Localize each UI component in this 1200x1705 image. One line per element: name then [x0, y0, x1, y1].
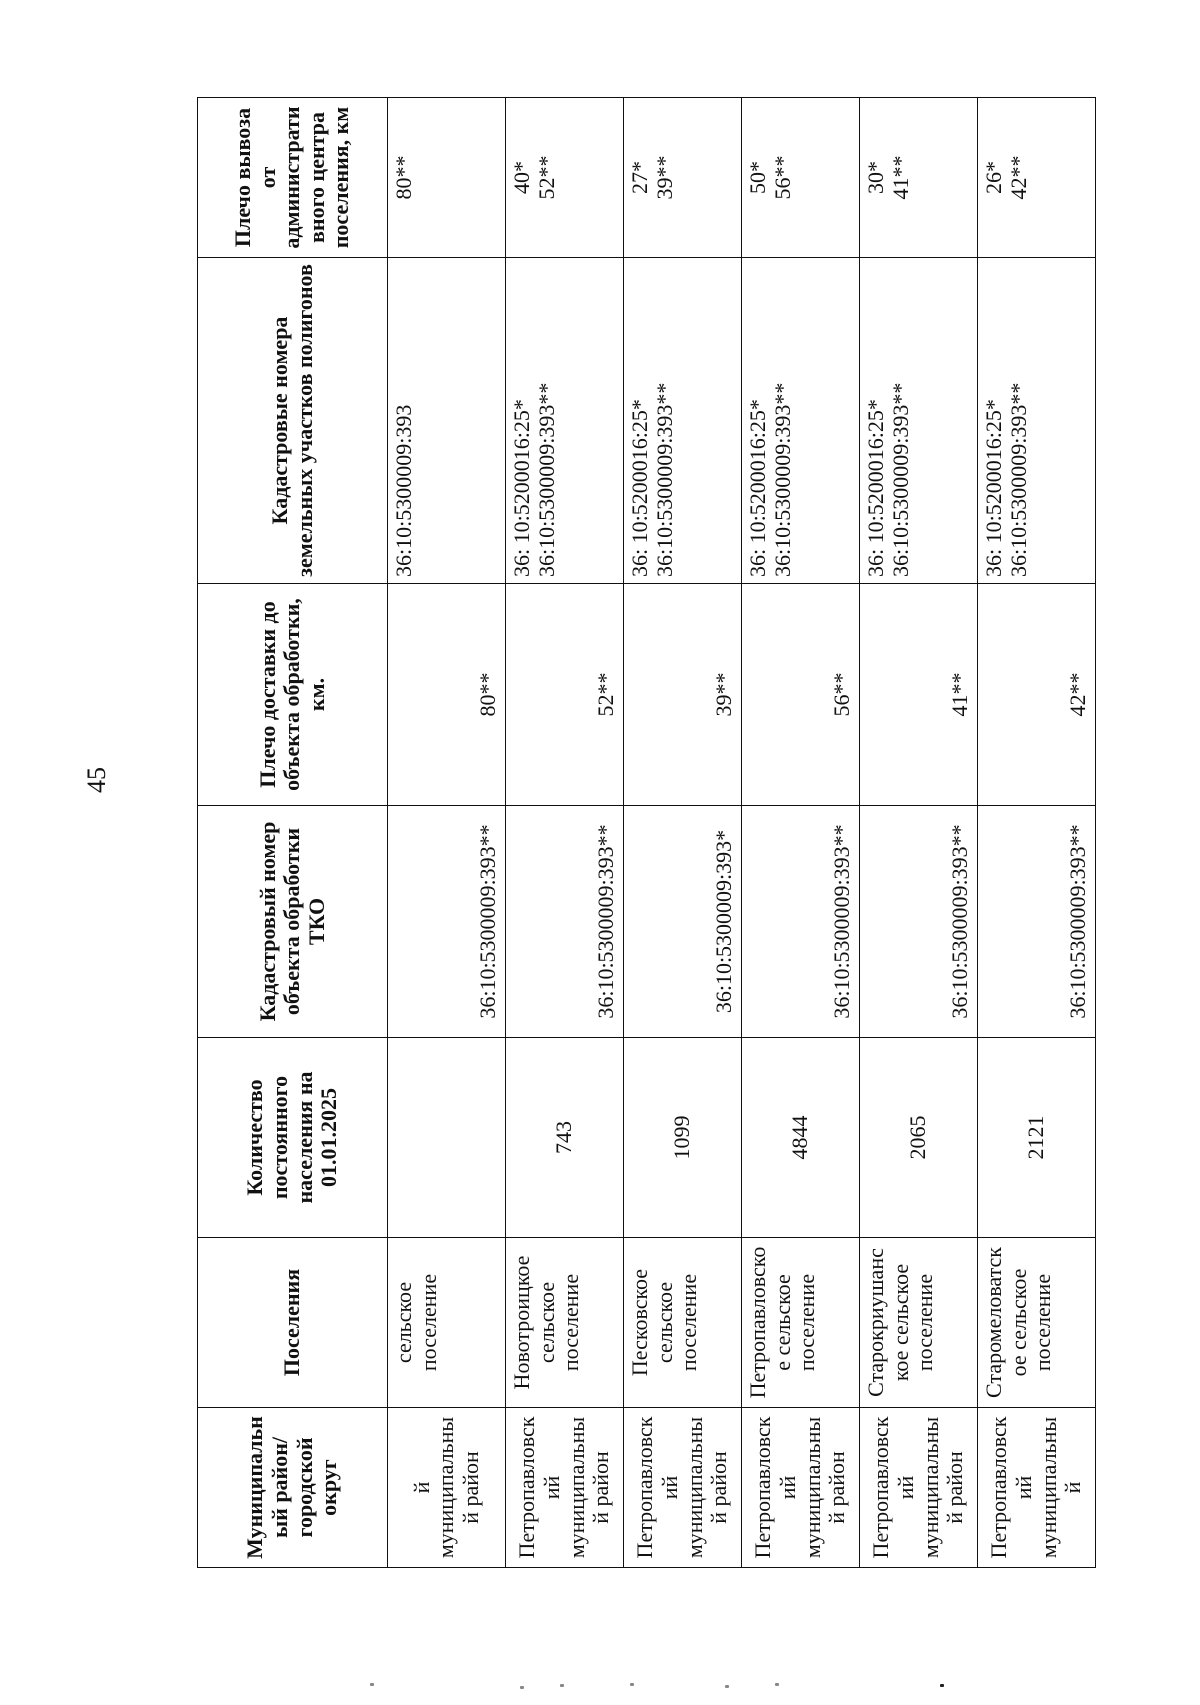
cell-landfill-cadastral: 36: 10:5200016:25* 36:10:5300009:393**: [506, 258, 624, 584]
cell-removal-km: 50* 56**: [742, 98, 860, 258]
header-district: Муниципальный район/ городской округ: [198, 1408, 388, 1568]
cell-population: 2121: [978, 1038, 1096, 1238]
cell-delivery-km: 56**: [742, 584, 860, 806]
scan-speck: [940, 1684, 944, 1687]
header-landfill-cadastral: Кадастровые номера земельных участков полигонов: [198, 258, 388, 584]
cell-removal-km: 30* 41**: [860, 98, 978, 258]
cell-removal-km: 80**: [388, 98, 506, 258]
cell-removal-km: 40* 52**: [506, 98, 624, 258]
cell-landfill-cadastral: 36: 10:5200016:25* 36:10:5300009:393**: [860, 258, 978, 584]
cell-tko-cadastral: 36:10:5300009:393**: [860, 806, 978, 1038]
scan-speck: [725, 1685, 729, 1688]
cell-population: 1099: [624, 1038, 742, 1238]
scan-speck: [370, 1683, 374, 1686]
cell-tko-cadastral: 36:10:5300009:393**: [388, 806, 506, 1038]
cell-district: Петропавловский муниципальный район: [506, 1408, 624, 1568]
cell-district: Петропавловский муниципальный район: [742, 1408, 860, 1568]
cell-settlement: Старомеловатское сельское поселение: [978, 1238, 1096, 1408]
cell-delivery-km: 52**: [506, 584, 624, 806]
cell-population: 743: [506, 1038, 624, 1238]
cell-landfill-cadastral: 36:10:5300009:393: [388, 258, 506, 584]
cell-settlement: Новотроицкое сельское поселение: [506, 1238, 624, 1408]
cell-district: Петропавловский муниципальный район: [860, 1408, 978, 1568]
cell-settlement: Старокриушанское сельское поселение: [860, 1238, 978, 1408]
scan-speck: [560, 1684, 564, 1687]
table-row: [742, 98, 860, 1568]
waste-removal-table: [197, 97, 1096, 1568]
cell-delivery-km: 39**: [624, 584, 742, 806]
table-row: [506, 98, 624, 1568]
table-row: [978, 98, 1096, 1568]
cell-settlement: Песковское сельское поселение: [624, 1238, 742, 1408]
header-settlement: Поселения: [198, 1238, 388, 1408]
table-row: [860, 98, 978, 1568]
cell-tko-cadastral: 36:10:5300009:393**: [742, 806, 860, 1038]
rotated-table-container: [197, 98, 1095, 1568]
cell-delivery-km: 80**: [388, 584, 506, 806]
cell-district: Петропавловский муниципальный: [978, 1408, 1096, 1568]
cell-removal-km: 26* 42**: [978, 98, 1096, 258]
cell-delivery-km: 41**: [860, 584, 978, 806]
table-header-row: [198, 98, 388, 1568]
header-tko-cadastral: Кадастровый номер объекта обработки ТКО: [198, 806, 388, 1038]
cell-landfill-cadastral: 36: 10:5200016:25* 36:10:5300009:393**: [978, 258, 1096, 584]
cell-delivery-km: 42**: [978, 584, 1096, 806]
cell-settlement: сельское поселение: [388, 1238, 506, 1408]
page-number: 45: [82, 767, 111, 793]
cell-tko-cadastral: 36:10:5300009:393**: [506, 806, 624, 1038]
cell-settlement: Петропавловское сельское поселение: [742, 1238, 860, 1408]
cell-population: 2065: [860, 1038, 978, 1238]
table-row: [388, 98, 506, 1568]
cell-tko-cadastral: 36:10:5300009:393*: [624, 806, 742, 1038]
cell-population: [388, 1038, 506, 1238]
scan-speck: [775, 1683, 779, 1686]
cell-landfill-cadastral: 36: 10:5200016:25* 36:10:5300009:393**: [742, 258, 860, 584]
cell-district: й муниципальный район: [388, 1408, 506, 1568]
scan-speck: [520, 1686, 524, 1689]
cell-tko-cadastral: 36:10:5300009:393**: [978, 806, 1096, 1038]
cell-landfill-cadastral: 36: 10:5200016:25* 36:10:5300009:393**: [624, 258, 742, 584]
header-removal-km: Плечо вывоза от административного центра поселения, км: [198, 98, 388, 258]
cell-removal-km: 27* 39**: [624, 98, 742, 258]
scan-speck: [630, 1683, 634, 1686]
table-row: [624, 98, 742, 1568]
cell-population: 4844: [742, 1038, 860, 1238]
cell-district: Петропавловский муниципальный район: [624, 1408, 742, 1568]
header-population: Количество постоянного населения на 01.01.2025: [198, 1038, 388, 1238]
header-delivery-km: Плечо доставки до объекта обработки, км.: [198, 584, 388, 806]
